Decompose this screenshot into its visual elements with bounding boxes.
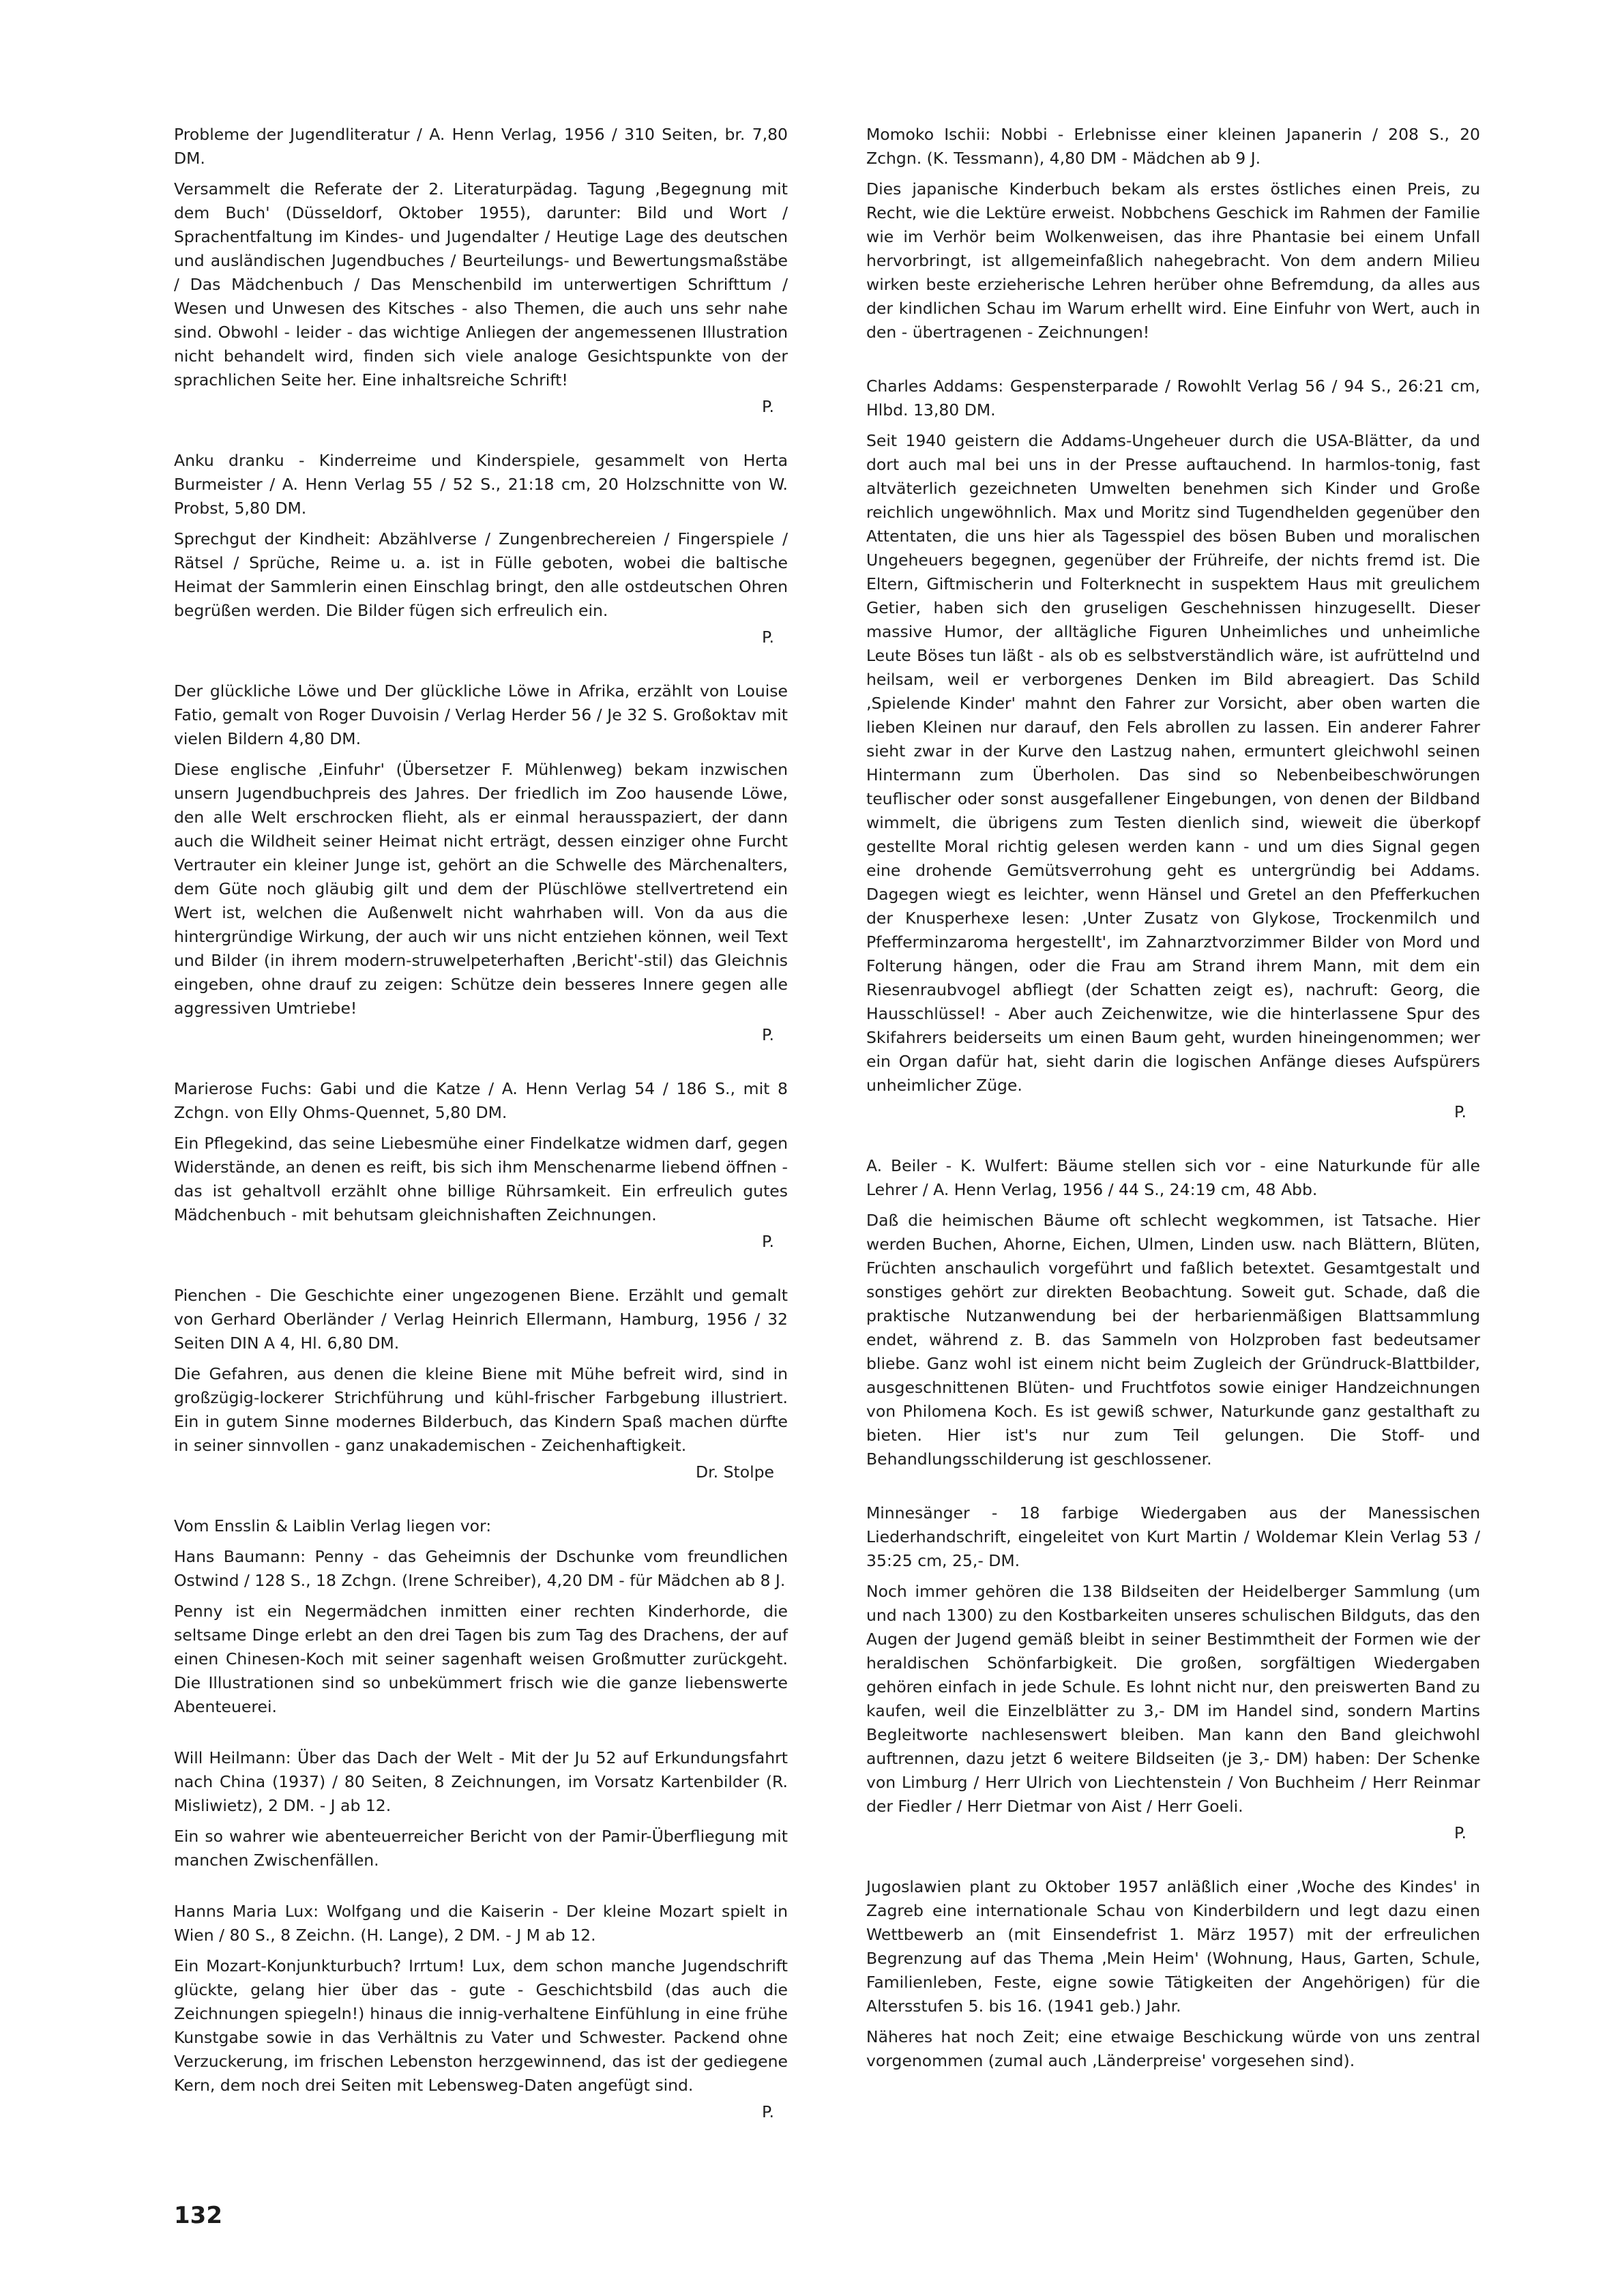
entry-body: Dies japanische Kinderbuch bekam als erstes östliches einen Preis, zu Recht, wie die Lektüre erweist. Nobbchens Geschick im Rahmen der Familie wie im Verhör beim Wolkenweisen, das ihre Phantasie bei einem Unfall hervorbringt, ist allgemeinfaßlich nahegebracht. Von dem andern Milieu wirken beste erzieherische Lehren herüber ohne Befremdung, da alles aus der kindlichen Schau im Warum erhellt wird. Eine Einfuhr von Wert, auch in den - übertragenen - Zeichnungen! (866, 179, 1480, 342)
review-baeume (866, 1154, 1480, 1471)
entry-heading: Minnesänger - 18 farbige Wiedergaben aus der Manessischen Liederhandschrift, eingeleitet von Kurt Martin / Woldemar Klein Verlag 53 / 35:25 cm, 25,- DM. (866, 1503, 1480, 1570)
entry-body: Ein Mozart-Konjunkturbuch? Irrtum! Lux, dem schon manche Jugendschrift glückte, gelang hier über das - gute - Geschichtsbild (das auch die Zeichnungen spiegeln!) hinaus die innig-verhaltene Einfühlung in eine frühe Kunstgabe sowie in das Verhältnis zu Vater und Schwester. Packend ohne Verzuckerung, im frischen Lebenston herzgewinnend, das ist der gediegene Kern, dem noch drei Seiten mit Lebensweg-Daten angefügt sind. (174, 1956, 788, 2095)
page-number: 132 (174, 2202, 222, 2229)
entry-body: Ein Pflegekind, das seine Liebesmühe einer Findelkatze widmen darf, gegen Widerstände, an denen es reift, bis sich ihm Menschenarme liebend öffnen - das ist gehaltvoll erzählt ohne billige Rührsamkeit. Ein erfreulich gutes Mädchenbuch - mit behutsam gleichnishaften Zeichnungen. (174, 1134, 788, 1224)
entry-signature: P. (762, 2102, 774, 2121)
entry-heading: A. Beiler - K. Wulfert: Bäume stellen sich vor - eine Naturkunde für alle Lehrer / A. Henn Verlag, 1956 / 44 S., 24:19 cm, 48 Abb. (866, 1156, 1480, 1199)
entry-body: Seit 1940 geistern die Addams-Ungeheuer durch die USA-Blätter, da und dort auch mal bei uns in der Presse auftauchend. In harmlos-tonig, fast altväterlich gezeichneten Umwelten benehmen sich Kinder und Große reichlich ungewöhnlich. Max und Moritz sind Tugendhelden gegenüber den Attentaten, die uns hier als Tagesspiel des bösen Buben und moralischen Ungeheuers begegnen, gegenüber der Frühreife, der nichts fremd ist. Die Eltern, Giftmischerin und Folterknecht in suspektem Haus mit greulichem Getier, haben sich den gruseligen Geschehnissen hinzugesellt. Dieser massive Humor, der alltägliche Figuren Unheimliches und unheimliche Leute Böses tun läßt - als ob es selbstverständlich wäre, ist aufrüttelnd und heilsam, weil er verborgenes Denken im Bild abreagiert. Das Schild ‚Spielende Kinder' mahnt den Fahrer zur Vorsicht, aber oben warten die lieben Kleinen nur darauf, den Fels abrollen zu lassen. Ein anderer Fahrer sieht zwar in der Kurve den Lastzug nahen, ermuntert gleichwohl seinen Hintermann zum Überholen. Das sind so Nebenbeibeschwörungen teuflischer oder sonst ausgefallener Eingebungen, von denen der Bildband wimmelt, die übrigens zum Testen dienlich sind, wieweit die überkopf gestellte Moral richtig gelesen werden kann - und um dies Signal gegen eine drohende Gemütsverrohung geht es untergründig bei Addams. Dagegen wiegt es leichter, wenn Hänsel und Gretel an den Pfefferkuchen der Knusperhexe lesen: ‚Unter Zusatz von Glykose, Trockenmilch und Pfefferminzaroma hergestellt', im Zahnarztvorzimmer Bilder von Mord und Folterung hängen, oder die Frau am Strand ihrem Mann, mit dem ein Riesenraubvogel abfliegt (der Schatten zeigt es), nachruft: Georg, die Hausschlüssel! - Aber auch Zeichenwitze, wie die hinterlassene Spur des Skifahrers beiderseits um einen Baum geht, wurden hineingenommen; wer ein Organ dafür hat, sieht darin die logischen Anfänge dieses Aufspürers unheimlicher Züge. (866, 431, 1480, 1095)
entry-body: Penny ist ein Negermädchen inmitten einer rechten Kinderhorde, die seltsame Dinge erlebt an den drei Tagen bis zum Tag des Drachens, der auf einen Chinesen-Koch mit seiner sagenhaft weisen Großmutter zurückgeht. Die Illustrationen sind so unbekümmert frisch wie die ganze liebenswerte Abenteuerei. (174, 1602, 788, 1716)
entry-body: Näheres hat noch Zeit; eine etwaige Beschickung würde von uns zentral vorgenommen (zumal auch ‚Länderpreise' vorgesehen sind). (866, 2027, 1480, 2070)
review-pienchen (174, 1284, 788, 1484)
review-gabi-cat (174, 1077, 788, 1254)
review-minnesaenger (866, 1501, 1480, 1845)
review-nobbi (866, 123, 1480, 344)
entry-heading: Will Heilmann: Über das Dach der Welt - Mit der Ju 52 auf Erkundungsfahrt nach China (1937) / 80 Seiten, 8 Zeichnungen, im Vorsatz Kartenbilder (R. Misliwietz), 2 DM. - J ab 12. (174, 1748, 788, 1815)
entry-signature: Dr. Stolpe (696, 1462, 774, 1482)
entry-heading: Marierose Fuchs: Gabi und die Katze / A. Henn Verlag 54 / 186 S., mit 8 Zchgn. von Elly Ohms-Quennet, 5,80 DM. (174, 1079, 788, 1122)
entry-body: Noch immer gehören die 138 Bildseiten der Heidelberger Sammlung (um und nach 1300) zu den Kostbarkeiten unseres schulischen Bildguts, das den Augen der Jugend gemäß bleibt in seiner Bestimmtheit der Formen wie der heraldischen Schönfarbigkeit. Die großen, sorgfältigen Wiedergaben gehören einfach in jede Schule. Es lohnt nicht nur, den preiswerten Band zu kaufen, weil die Einzelblätter zu 3,- DM im Handel sind, sondern Martins Begleitworte nachlesenswert bleiben. Man kann den Band gleichwohl auftrennen, dazu jetzt 6 weitere Bildseiten (je 3,- DM) haben: Der Schenke von Limburg / Herr Ulrich von Liechtenstein / Von Buchheim / Herr Reinmar der Fiedler / Herr Dietmar von Aist / Herr Goeli. (866, 1582, 1480, 1816)
entry-signature: P. (762, 1025, 774, 1044)
review-wolfgang-kaiserin (174, 1900, 788, 2124)
entry-signature: P. (1454, 1823, 1466, 1842)
entry-heading: Anku dranku - Kinderreime und Kinderspiele, gesammelt von Herta Burmeister / A. Henn Verlag 55 / 52 S., 21:18 cm, 20 Holzschnitte von W. Probst, 5,80 DM. (174, 451, 788, 518)
entry-signature: P. (762, 397, 774, 416)
entry-body: Ein so wahrer wie abenteuerreicher Bericht von der Pamir-Überfliegung mit manchen Zwischenfällen. (174, 1827, 788, 1870)
right-column (866, 123, 1480, 2103)
entry-heading: Charles Addams: Gespensterparade / Rowohlt Verlag 56 / 94 S., 26:21 cm, Hlbd. 13,80 DM. (866, 377, 1480, 420)
review-problems-youth-literature (174, 123, 788, 419)
notice-jugoslawien (866, 1875, 1480, 2073)
review-anku-dranku (174, 449, 788, 649)
entry-heading: Hanns Maria Lux: Wolfgang und die Kaiserin - Der kleine Mozart spielt in Wien / 80 S., 8 Zeichn. (H. Lange), 2 DM. - J M ab 12. (174, 1902, 788, 1945)
entry-subheading: Hans Baumann: Penny - das Geheimnis der Dschunke vom freundlichen Ostwind / 128 S., 18 Zchgn. (Irene Schreiber), 4,20 DM - für Mädchen ab 8 J. (174, 1547, 788, 1590)
entry-signature: P. (762, 1232, 774, 1251)
review-gespensterparade (866, 374, 1480, 1124)
entry-signature: P. (1454, 1102, 1466, 1121)
review-ensslin-penny (174, 1514, 788, 1719)
entry-heading: Probleme der Jugendliteratur / A. Henn Verlag, 1956 / 310 Seiten, br. 7,80 DM. (174, 125, 788, 168)
entry-heading: Pienchen - Die Geschichte einer ungezogenen Biene. Erzählt und gemalt von Gerhard Oberländer / Verlag Heinrich Ellermann, Hamburg, 1956 / 32 Seiten DIN A 4, Hl. 6,80 DM. (174, 1286, 788, 1353)
entry-body: Jugoslawien plant zu Oktober 1957 anläßlich einer ‚Woche des Kindes' in Zagreb eine internationale Schau von Kinderbildern und legt dazu einen Wettbewerb an (mit Einsendefrist 1. März 1957) mit der erfreulichen Begrenzung auf das Thema ‚Mein Heim' (Wohnung, Haus, Garten, Schule, Familienleben, Feste, eigne sowie Tätigkeiten der Angehörigen) für die Altersstufen 5. bis 16. (1941 geb.) Jahr. (866, 1877, 1480, 2016)
review-dach-der-welt (174, 1746, 788, 1872)
entry-heading: Der glückliche Löwe und Der glückliche Löwe in Afrika, erzählt von Louise Fatio, gemalt von Roger Duvoisin / Verlag Herder 56 / Je 32 S. Großoktav mit vielen Bildern 4,80 DM. (174, 681, 788, 748)
entry-heading: Vom Ensslin & Laiblin Verlag liegen vor: (174, 1516, 492, 1535)
entry-body: Die Gefahren, aus denen die kleine Biene mit Mühe befreit wird, sind in großzügig-lockerer Strichführung und kühl-frischer Farbgebung illustriert. Ein in gutem Sinne modernes Bilderbuch, das Kindern Spaß machen dürfte in seiner sinnvollen - ganz unakademischen - Zeichenhaftigkeit. (174, 1364, 788, 1455)
left-column (174, 123, 788, 2154)
entry-body: Diese englische ‚Einfuhr' (Übersetzer F. Mühlenweg) bekam inzwischen unsern Jugendbuchpreis des Jahres. Der friedlich im Zoo hausende Löwe, den alle Welt erschrocken flieht, als er einmal herausspaziert, der dann auch die Wildheit seiner Heimat nicht erträgt, dessen einziger ohne Furcht Vertrauter ein kleiner Junge ist, gehört an die Schwelle des Märchenalters, dem Güte noch gläubig gilt und dem der Plüschlöwe stellvertretend ein Wert ist, welchen die Außenwelt nicht wahrhaben will. Von da aus die hintergründige Wirkung, der auch wir uns nicht entziehen können, weil Text und Bilder (in ihrem modern-struwelpeterhaften ‚Bericht'-stil) das Gleichnis eingeben, ohne drauf zu zeigen: Schütze dein besseres Innere gegen alle aggressiven Umtriebe! (174, 760, 788, 1018)
review-happy-lion (174, 679, 788, 1047)
entry-body: Sprechgut der Kindheit: Abzählverse / Zungenbrechereien / Fingerspiele / Rätsel / Sprüche, Reime u. a. ist in Fülle geboten, wobei die baltische Heimat der Sammlerin einen Einschlag bringt, den alle ostdeutschen Ohren begrüßen werden. Die Bilder fügen sich erfreulich ein. (174, 529, 788, 620)
entry-heading: Momoko Ischii: Nobbi - Erlebnisse einer kleinen Japanerin / 208 S., 20 Zchgn. (K. Tessmann), 4,80 DM - Mädchen ab 9 J. (866, 125, 1480, 168)
entry-signature: P. (762, 628, 774, 647)
entry-body: Daß die heimischen Bäume oft schlecht wegkommen, ist Tatsache. Hier werden Buchen, Ahorne, Eichen, Ulmen, Linden usw. nach Blättern, Blüten, Früchten anschaulich vorgeführt und faßlich betextet. Gesamtgestalt und sonstiges gehört zur direkten Beobachtung. Soweit gut. Schade, daß die praktische Nutzanwendung bei der herbarienmäßigen Blattsammlung endet, während z. B. das Sammeln von Holzproben fast bedeutsamer bliebe. Ganz wohl ist einem nicht beim Zugleich der Gründruck-Blattbilder, ausgeschnittenen Blüten- und Fruchtfotos sowie einiger Handzeichnungen von Philomena Koch. Es ist gewiß schwer, Naturkunde ganz gestalthaft zu bieten. Hier ist's nur zum Teil gelungen. Die Stoff- und Behandlungsschilderung ist geschlossener. (866, 1211, 1480, 1469)
entry-body: Versammelt die Referate der 2. Literaturpädag. Tagung ‚Begegnung mit dem Buch' (Düsseldorf, Oktober 1955), darunter: Bild und Wort / Sprachentfaltung im Kindes- und Jugendalter / Heutige Lage des deutschen und ausländischen Jugendbuches / Beurteilungs- und Bewertungsmaßstäbe / Das Mädchenbuch / Das Menschenbild im unterwertigen Schrifttum / Wesen und Unwesen des Kitsches - also Themen, die auch uns sehr nahe sind. Obwohl - leider - das wichtige Anliegen der angemessenen Illustration nicht behandelt wird, finden sich viele analoge Gesichtspunkte von der sprachlichen Seite her. Eine inhaltsreiche Schrift! (174, 179, 788, 389)
